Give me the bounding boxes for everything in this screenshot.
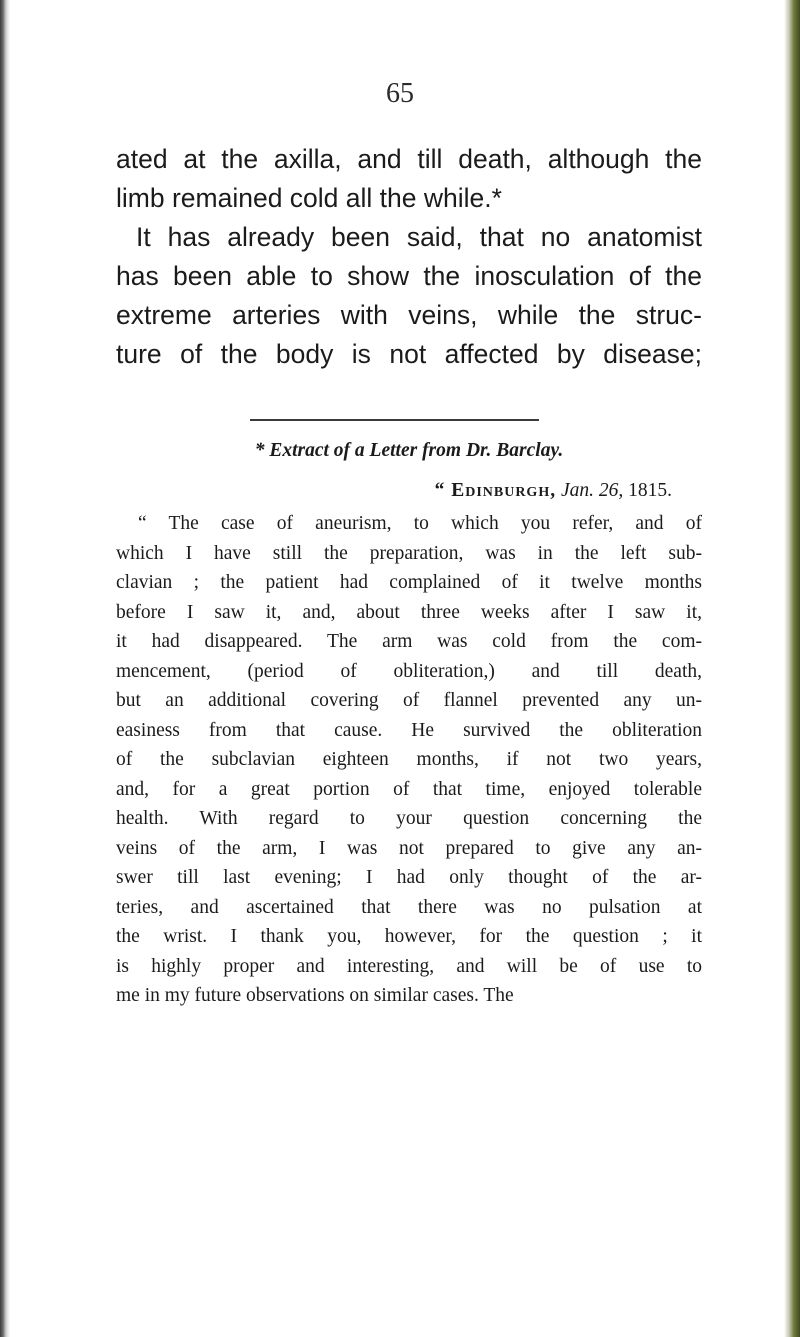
dateline-date: Jan. 26, [560,479,624,501]
body-line: It has already been said, that no anatomist [136,222,702,252]
body-line: limb remained cold all the while.* [116,183,502,213]
dateline-place: “ Edinburgh, [434,479,557,501]
footnote-line: it had disappeared. The arm was cold from the com- [116,631,702,652]
footnote-line: before I saw it, and, about three weeks after I saw it, [116,601,702,623]
footnote [116,436,702,1011]
footnote-line: health. With regard to your question concerning the [116,808,702,829]
footnote-line: swer till last evening; I had only thought of the ar- [116,867,702,888]
footnote-title: * Extract of a Letter from Dr. Barclay. [254,440,564,461]
footnote-line: which I have still the preparation, was in the left sub- [116,542,702,564]
footnote-line: easiness from that cause. He survived the obliteration [116,719,702,741]
footnote-line: mencement, (period of obliteration,) and till death, [116,660,702,682]
dateline-year: 1815. [628,479,672,501]
body-line: has been able to show the inosculation of the [116,261,702,291]
footnote-dateline [116,476,702,506]
footnote-line: of the subclavian eighteen months, if not two years, [116,749,702,770]
main-body-text [116,140,702,374]
footnote-line: “ The case of aneurism, to which you refer, and of [138,513,702,534]
footnote-line: but an additional covering of flannel prevented any un- [116,690,702,711]
footnote-line: veins of the arm, I was not prepared to give any an- [116,837,702,859]
footnote-line: me in my future observations on similar cases. The [116,985,514,1006]
page-number: 65 [386,78,414,109]
footnote-line: clavian ; the patient had complained of it twelve months [116,572,702,593]
footnote-separator-rule [250,419,539,421]
page-edge-right [784,0,800,1337]
footnote-line: the wrist. I thank you, however, for the question ; it [116,926,702,947]
footnote-line: is highly proper and interesting, and will be of use to [116,955,702,977]
body-line: extreme arteries with veins, while the struc- [116,300,702,330]
footnote-line: and, for a great portion of that time, enjoyed tolerable [116,778,702,800]
footnote-line: teries, and ascertained that there was no pulsation at [116,896,702,918]
body-line: ated at the axilla, and till death, although the [116,144,702,174]
body-line: ture of the body is not affected by disease; [116,339,702,369]
page-edge-left [0,0,10,1337]
